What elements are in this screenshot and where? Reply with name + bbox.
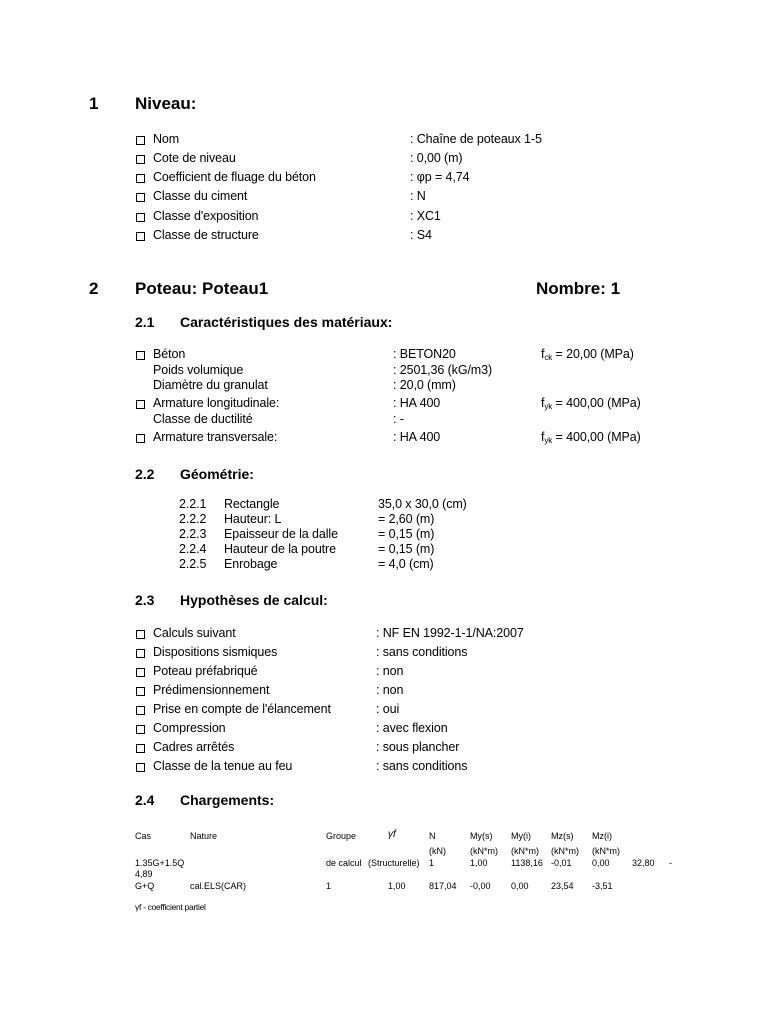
checkbox-icon bbox=[136, 351, 145, 360]
checkbox-icon bbox=[136, 213, 145, 222]
row-value: : Chaîne de poteaux 1-5 bbox=[410, 132, 542, 146]
col-header-gamma: γf bbox=[388, 829, 396, 840]
material-value: : HA 400 bbox=[393, 396, 441, 410]
checkbox-icon bbox=[136, 400, 145, 409]
material-label: Diamètre du granulat bbox=[153, 378, 268, 392]
row-label: Nom bbox=[153, 132, 180, 146]
geometry-value: = 0,15 (m) bbox=[378, 527, 435, 541]
row1-n: 1,00 bbox=[470, 858, 488, 868]
row2-mzi: -3,51 bbox=[592, 881, 613, 891]
geometry-label: Epaisseur de la dalle bbox=[224, 527, 338, 541]
material-label: Poids volumique bbox=[153, 363, 244, 377]
strength-symbol: f bbox=[541, 396, 545, 410]
row1-groupe: (Structurelle) bbox=[368, 858, 420, 868]
geometry-number: 2.2.1 bbox=[179, 497, 207, 511]
assumption-label: Cadres arrêtés bbox=[153, 740, 235, 754]
strength-subscript: yk bbox=[544, 436, 553, 445]
material-label: Armature transversale: bbox=[153, 430, 278, 444]
row2-gamma: 1,00 bbox=[388, 881, 406, 891]
unit-mys: (kN*m) bbox=[470, 846, 498, 856]
section-2-1-title: Caractéristiques des matériaux: bbox=[180, 314, 393, 330]
col-header-mzi: Mz(i) bbox=[592, 831, 612, 841]
row-value: : 0,00 (m) bbox=[410, 151, 463, 165]
material-value: : HA 400 bbox=[393, 430, 441, 444]
footnote: γf - coefficient partiel bbox=[135, 902, 206, 912]
row1-myi: -0,01 bbox=[551, 858, 572, 868]
checkbox-icon bbox=[136, 434, 145, 443]
row2-groupe: 1 bbox=[326, 881, 332, 891]
checkbox-icon bbox=[136, 174, 145, 183]
geometry-label: Enrobage bbox=[224, 557, 278, 571]
row-label: Classe du ciment bbox=[153, 189, 248, 203]
section-2-4-number: 2.4 bbox=[135, 792, 155, 808]
checkbox-icon bbox=[136, 763, 145, 772]
checkbox-icon bbox=[136, 706, 145, 715]
row2-myi: 0,00 bbox=[511, 881, 529, 891]
row-value: : φp = 4,74 bbox=[410, 170, 470, 184]
geometry-number: 2.2.2 bbox=[179, 512, 207, 526]
strength-symbol: f bbox=[541, 430, 545, 444]
row-label: Coefficient de fluage du béton bbox=[153, 170, 316, 184]
section-1-number: 1 bbox=[89, 94, 99, 113]
section-2-number: 2 bbox=[89, 279, 99, 298]
col-header-groupe: Groupe bbox=[326, 831, 357, 841]
assumption-value: : sous plancher bbox=[376, 740, 460, 754]
row1-mys: 1138,16 bbox=[511, 858, 543, 868]
col-header-n: N bbox=[429, 831, 436, 841]
row1-wrap: 4,89 bbox=[135, 869, 153, 879]
material-label: Armature longitudinale: bbox=[153, 396, 280, 410]
col-header-cas: Cas bbox=[135, 831, 152, 841]
checkbox-icon bbox=[136, 193, 145, 202]
assumption-value: : sans conditions bbox=[376, 645, 468, 659]
assumption-label: Dispositions sismiques bbox=[153, 645, 278, 659]
assumption-value: : non bbox=[376, 664, 404, 678]
assumption-value: : oui bbox=[376, 702, 400, 716]
geometry-label: Rectangle bbox=[224, 497, 280, 511]
checkbox-icon bbox=[136, 687, 145, 696]
section-2-3-number: 2.3 bbox=[135, 592, 155, 608]
geometry-value: = 0,15 (m) bbox=[378, 542, 435, 556]
geometry-value: 35,0 x 30,0 (cm) bbox=[378, 497, 467, 511]
row-value: : S4 bbox=[410, 228, 432, 242]
section-2-count: Nombre: 1 bbox=[536, 279, 621, 298]
strength-symbol: f bbox=[541, 347, 545, 361]
geometry-value: = 2,60 (m) bbox=[378, 512, 435, 526]
geometry-label: Hauteur de la poutre bbox=[224, 542, 336, 556]
assumption-label: Calculs suivant bbox=[153, 626, 236, 640]
checkbox-icon bbox=[136, 232, 145, 241]
section-2-1-number: 2.1 bbox=[135, 314, 155, 330]
assumption-label: Poteau préfabriqué bbox=[153, 664, 258, 678]
checkbox-icon bbox=[136, 649, 145, 658]
strength-value: = 20,00 (MPa) bbox=[552, 347, 634, 361]
unit-mzi: (kN*m) bbox=[592, 846, 620, 856]
assumption-value: : avec flexion bbox=[376, 721, 448, 735]
material-strength bbox=[541, 396, 641, 411]
row1-cas: 1.35G+1.5Q bbox=[135, 858, 185, 868]
row2-mzs: 23,54 bbox=[551, 881, 574, 891]
row1-gamma: 1 bbox=[429, 858, 435, 868]
row-value: : N bbox=[410, 189, 426, 203]
row2-mys: -0,00 bbox=[470, 881, 491, 891]
checkbox-icon bbox=[136, 630, 145, 639]
assumption-label: Prédimensionnement bbox=[153, 683, 270, 697]
material-value: : BETON20 bbox=[393, 347, 456, 361]
assumption-label: Prise en compte de l'élancement bbox=[153, 702, 331, 716]
material-value: : 20,0 (mm) bbox=[393, 378, 456, 392]
assumption-label: Compression bbox=[153, 721, 226, 735]
section-2-title: Poteau: Poteau1 bbox=[135, 279, 269, 298]
assumption-value: : NF EN 1992-1-1/NA:2007 bbox=[376, 626, 524, 640]
geometry-value: = 4,0 (cm) bbox=[378, 557, 434, 571]
section-2-2-number: 2.2 bbox=[135, 466, 155, 482]
strength-subscript: ck bbox=[544, 353, 553, 362]
checkbox-icon bbox=[136, 668, 145, 677]
material-value: : 2501,36 (kG/m3) bbox=[393, 363, 493, 377]
material-value: : - bbox=[393, 412, 404, 426]
row2-n: 817,04 bbox=[429, 881, 457, 891]
strength-subscript: yk bbox=[544, 402, 553, 411]
unit-n: (kN) bbox=[429, 846, 446, 856]
strength-value: = 400,00 (MPa) bbox=[552, 396, 641, 410]
geometry-number: 2.2.4 bbox=[179, 542, 207, 556]
checkbox-icon bbox=[136, 136, 145, 145]
row-label: Classe de structure bbox=[153, 228, 259, 242]
row1-nature: de calcul bbox=[326, 858, 362, 868]
material-strength bbox=[541, 347, 634, 362]
col-header-myi: My(i) bbox=[511, 831, 531, 841]
material-label: Classe de ductilité bbox=[153, 412, 253, 426]
unit-mzs: (kN*m) bbox=[551, 846, 579, 856]
col-header-nature: Nature bbox=[190, 831, 218, 841]
geometry-label: Hauteur: L bbox=[224, 512, 282, 526]
checkbox-icon bbox=[136, 155, 145, 164]
row-label: Classe d'exposition bbox=[153, 209, 259, 223]
row2-cas: G+Q bbox=[135, 881, 155, 891]
row-label: Cote de niveau bbox=[153, 151, 236, 165]
row2-nature: cal.ELS(CAR) bbox=[190, 881, 247, 891]
row1-mzs: 0,00 bbox=[592, 858, 610, 868]
row1-dash: - bbox=[669, 858, 672, 868]
col-header-mys: My(s) bbox=[470, 831, 493, 841]
checkbox-icon bbox=[136, 744, 145, 753]
section-2-3-title: Hypothèses de calcul: bbox=[180, 592, 328, 608]
material-label: Béton bbox=[153, 347, 186, 361]
assumption-value: : non bbox=[376, 683, 404, 697]
checkbox-icon bbox=[136, 725, 145, 734]
geometry-number: 2.2.3 bbox=[179, 527, 207, 541]
row-value: : XC1 bbox=[410, 209, 441, 223]
section-2-4-title: Chargements: bbox=[180, 792, 275, 808]
assumption-value: : sans conditions bbox=[376, 759, 468, 773]
section-1-title: Niveau: bbox=[135, 94, 197, 113]
geometry-number: 2.2.5 bbox=[179, 557, 207, 571]
unit-myi: (kN*m) bbox=[511, 846, 539, 856]
col-header-mzs: Mz(s) bbox=[551, 831, 574, 841]
row1-mzi: 32,80 bbox=[632, 858, 655, 868]
material-strength bbox=[541, 430, 641, 445]
strength-value: = 400,00 (MPa) bbox=[552, 430, 641, 444]
assumption-label: Classe de la tenue au feu bbox=[153, 759, 293, 773]
section-2-2-title: Géométrie: bbox=[180, 466, 254, 482]
